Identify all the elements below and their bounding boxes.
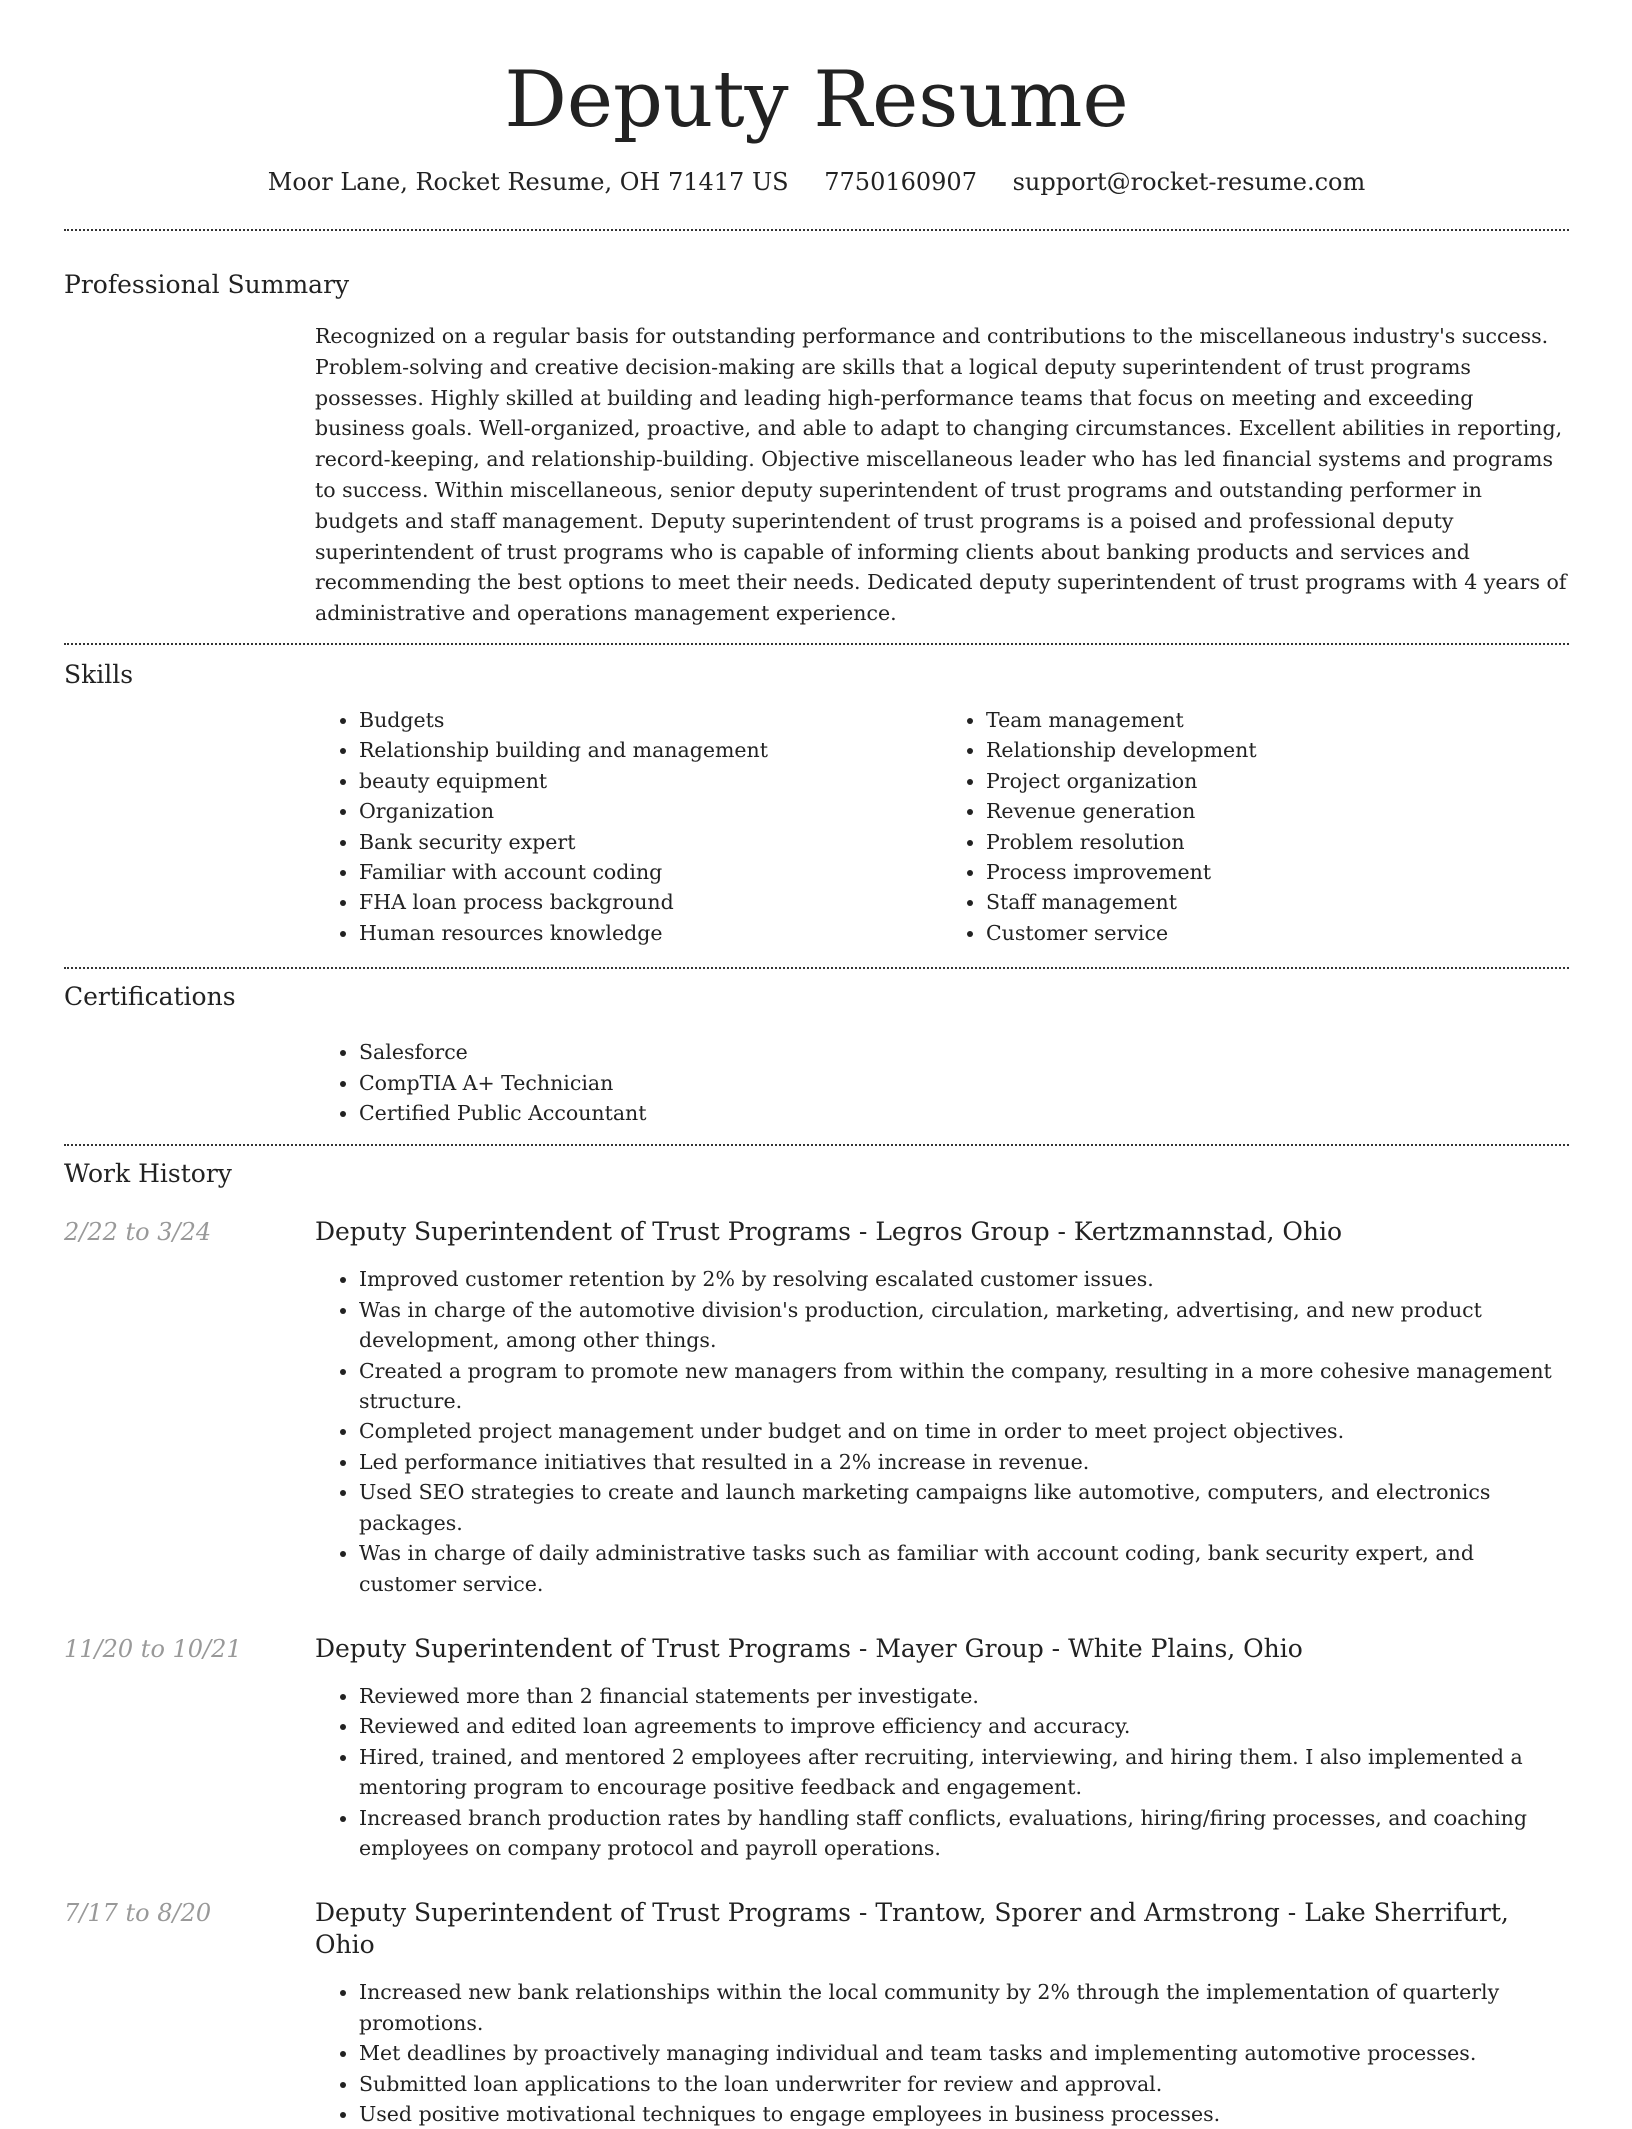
work-history-section (64, 1158, 1569, 2129)
job-entry (64, 1216, 1569, 1598)
job-title: Deputy Superintendent of Trust Programs - Trantow, Sporer and Armstrong - Lake Sherrifurt, Ohio (315, 1898, 1509, 1960)
skill-item: • Relationship building and management (359, 735, 942, 765)
job-bullet: • Completed project management under budget and on time in order to meet project objectives. (359, 1416, 1569, 1446)
summary-section (64, 269, 1569, 629)
divider (64, 229, 1569, 231)
skill-item: • Bank security expert (359, 827, 942, 857)
skill-item: • Problem resolution (986, 827, 1569, 857)
certifications-list (315, 1037, 1569, 1128)
work-history-title: Work History (64, 1159, 232, 1189)
skill-item: • Project organization (986, 766, 1569, 796)
skill-item: • Relationship development (986, 735, 1569, 765)
job-title: Deputy Superintendent of Trust Programs - Legros Group - Kertzmannstad, Ohio (315, 1217, 1343, 1247)
resume-name: Deputy Resume (504, 55, 1129, 145)
skill-item: • Budgets (359, 705, 942, 735)
certification-item: • Certified Public Accountant (359, 1098, 1569, 1128)
certification-item: • CompTIA A+ Technician (359, 1068, 1569, 1098)
job-title: Deputy Superintendent of Trust Programs - Mayer Group - White Plains, Ohio (315, 1633, 1303, 1663)
job-entry (64, 1633, 1569, 1863)
job-bullet: • Reviewed and edited loan agreements to improve efficiency and accuracy. (359, 1711, 1569, 1741)
skill-item: • Human resources knowledge (359, 918, 942, 948)
job-dates: 7/17 to 8/20 (64, 1899, 212, 1928)
job-bullet: • Used SEO strategies to create and launch marketing campaigns like automotive, computers, and electronics packages. (359, 1477, 1569, 1538)
skill-item: • Organization (359, 796, 942, 826)
contact-email: support@rocket-resume.com (1012, 168, 1366, 196)
skill-item: • Process improvement (986, 857, 1569, 887)
job-bullet: • Created a program to promote new managers from within the company, resulting in a more cohesive management structure. (359, 1356, 1569, 1417)
job-bullet: • Increased branch production rates by handling staff conflicts, evaluations, hiring/firing processes, and coaching employees on company protocol and payroll operations. (359, 1803, 1569, 1864)
contact-address: Moor Lane, Rocket Resume, OH 71417 US (267, 168, 789, 196)
job-bullet: • Submitted loan applications to the loan underwriter for review and approval. (359, 2069, 1569, 2099)
summary-text: Recognized on a regular basis for outstanding performance and contributions to the miscellaneous industry's success. Problem-solving and creative decision-making are skills that a logical deputy superintendent of trust programs possesses. Highly skilled at building and leading high-performance teams that focus on meeting and exceeding business goals. Well-organized, proactive, and able to adapt to changing circumstances. Excellent abilities in reporting, record-keeping, and relationship-building. Objective miscellaneous leader who has led financial systems and programs to success. Within miscellaneous, senior deputy superintendent of trust programs and outstanding performer in budgets and staff management. Deputy superintendent of trust programs is a poised and professional deputy superintendent of trust programs who is capable of informing clients about banking products and services and recommending the best options to meet their needs. Dedicated deputy superintendent of trust programs with 4 years of administrative and operations management experience. (315, 324, 1567, 626)
job-bullet: • Was in charge of daily administrative tasks such as familiar with account coding, bank security expert, and customer service. (359, 1538, 1569, 1599)
job-bullets-wrap (315, 1681, 1569, 1863)
job-entry (64, 1897, 1569, 2129)
job-bullets (315, 1264, 1569, 1598)
contact-line (64, 166, 1569, 198)
summary-title: Professional Summary (64, 270, 350, 299)
contact-phone: 7750160907 (824, 168, 977, 196)
job-bullet: • Met deadlines by proactively managing individual and team tasks and implementing automotive processes. (359, 2038, 1569, 2068)
skill-item: • Familiar with account coding (359, 857, 942, 887)
skills-title: Skills (64, 659, 134, 689)
skills-grid (315, 705, 1569, 948)
job-bullet: • Hired, trained, and mentored 2 employees after recruiting, interviewing, and hiring them. I also implemented a mentoring program to encourage positive feedback and engagement. (359, 1742, 1569, 1803)
skill-item: • Staff management (986, 887, 1569, 917)
skills-list-left (315, 705, 942, 948)
divider (64, 967, 1569, 969)
resume-page (64, 0, 1569, 2129)
job-dates: 2/22 to 3/24 (64, 1218, 212, 1247)
job-bullet: • Improved customer retention by 2% by resolving escalated customer issues. (359, 1264, 1569, 1294)
job-bullet: • Led performance initiatives that resulted in a 2% increase in revenue. (359, 1447, 1569, 1477)
skills-list-right (942, 705, 1569, 948)
divider (64, 1144, 1569, 1146)
job-bullets (315, 1681, 1569, 1863)
certifications-title: Certifications (64, 982, 236, 1012)
job-bullet: • Used positive motivational techniques to engage employees in business processes. (359, 2099, 1569, 2129)
skill-item: • Team management (986, 705, 1569, 735)
divider (64, 643, 1569, 645)
skill-item: • FHA loan process background (359, 887, 942, 917)
certifications-list-wrap (315, 1037, 1569, 1128)
job-bullets-wrap (315, 1264, 1569, 1598)
certifications-section (64, 981, 1569, 1128)
skill-item: • Revenue generation (986, 796, 1569, 826)
job-bullets (315, 1977, 1569, 2129)
skill-item: • beauty equipment (359, 766, 942, 796)
job-bullet: • Increased new bank relationships within the local community by 2% through the implementation of quarterly promotions. (359, 1977, 1569, 2038)
skills-section (64, 659, 1569, 948)
skill-item: • Customer service (986, 918, 1569, 948)
certification-item: • Salesforce (359, 1037, 1569, 1067)
job-bullet: • Was in charge of the automotive division's production, circulation, marketing, advertising, and new product development, among other things. (359, 1295, 1569, 1356)
job-bullets-wrap (315, 1977, 1569, 2129)
job-dates: 11/20 to 10/21 (64, 1634, 242, 1663)
job-bullet: • Reviewed more than 2 financial statements per investigate. (359, 1681, 1569, 1711)
